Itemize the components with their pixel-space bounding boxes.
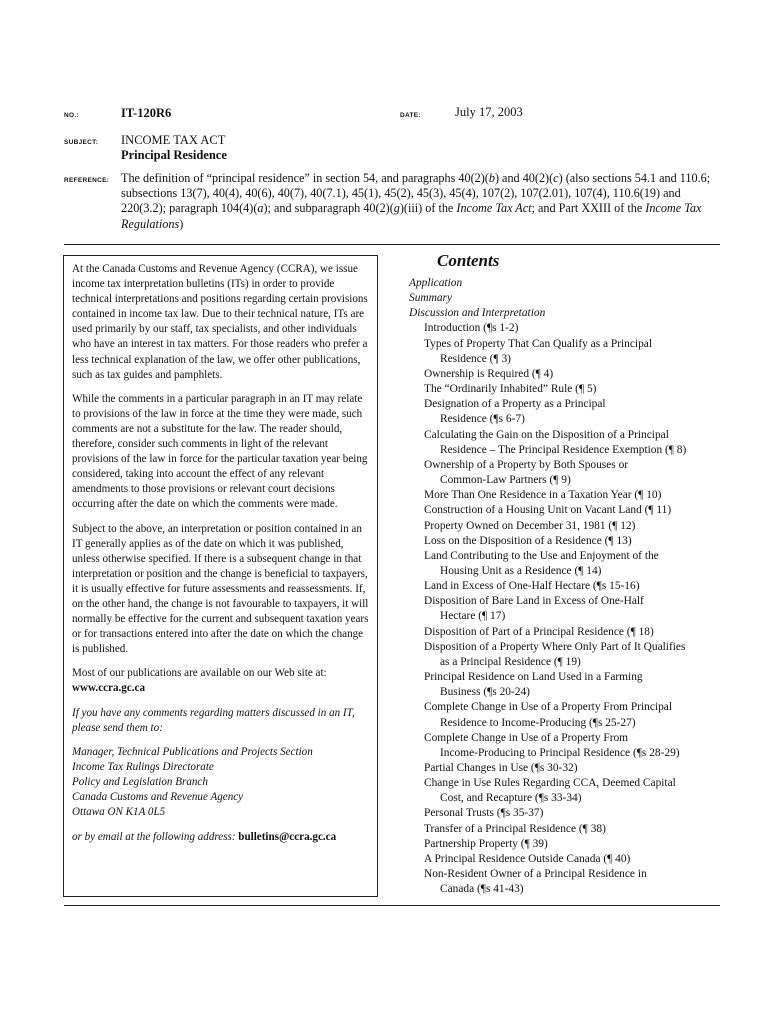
intro-paragraph-4: Most of our publications are available on our Web site at: www.ccra.gc.ca (72, 667, 327, 695)
intro-paragraph-3: Subject to the above, an interpretation or position contained in an IT generally applies as of the date on which it was published, unless otherwise specified. If there is a subsequent change in that interpretation or position and the change is beneficial to taxpayers, it is usually effective for future assessments and reassessments. If, on the other hand, the change is not favourable to taxpayers, it will normally be effective for the current and subsequent taxation years or for transactions entered into after the date on which the change is published. (72, 522, 369, 656)
toc-item[interactable] (409, 776, 714, 806)
toc-item[interactable] (409, 367, 714, 382)
toc-item-label: Introduction (¶s 1-2) (424, 322, 519, 335)
toc-item[interactable] (409, 458, 714, 488)
toc-item[interactable] (409, 700, 714, 730)
toc-item-label-continued: Hectare (¶ 17) (440, 610, 506, 623)
bulletin-number: IT-120R6 (121, 106, 172, 120)
toc-item-label: A Principal Residence Outside Canada (¶ 40) (424, 852, 631, 865)
toc-item[interactable] (409, 534, 714, 549)
top-divider (64, 244, 720, 245)
toc-item[interactable] (409, 852, 714, 867)
toc-item-label-continued: as a Principal Residence (¶ 19) (440, 655, 581, 668)
toc-item[interactable] (409, 640, 714, 670)
reference-label: REFERENCE: (64, 177, 110, 184)
toc-item-label-continued: Residence – The Principal Residence Exemption (¶ 8) (440, 443, 687, 456)
comments-prompt: If you have any comments regarding matters discussed in an IT, please send them to: (72, 706, 355, 734)
toc-item-label: More Than One Residence in a Taxation Year (¶ 10) (424, 489, 662, 502)
toc-item[interactable] (409, 382, 714, 397)
toc-item-label: Personal Trusts (¶s 35-37) (424, 807, 544, 820)
toc-item[interactable] (409, 579, 714, 594)
toc-section-application[interactable]: Application (409, 277, 463, 289)
toc-item-label-continued: Cost, and Recapture (¶s 33-34) (440, 792, 582, 805)
toc-item-label-continued: Housing Unit as a Residence (¶ 14) (440, 564, 602, 577)
toc-item-label: Disposition of a Property Where Only Part of It Qualifies (424, 640, 686, 653)
toc-item-label: Ownership of a Property by Both Spouses or (424, 458, 629, 471)
toc-item[interactable] (409, 625, 714, 640)
subject-line-2: Principal Residence (121, 148, 227, 162)
toc-item-label: Transfer of a Principal Residence (¶ 38) (424, 822, 606, 835)
toc-item-label: Partial Changes in Use (¶s 30-32) (424, 762, 578, 774)
toc-item-label: Complete Change in Use of a Property From Principal (424, 701, 673, 714)
toc-item[interactable] (409, 670, 714, 700)
email-link[interactable]: bulletins@ccra.gc.ca (238, 831, 337, 844)
toc-item[interactable] (409, 822, 714, 837)
toc-item-label-continued: Common-Law Partners (¶ 9) (440, 474, 571, 487)
toc-item[interactable] (409, 867, 714, 897)
website-link[interactable]: www.ccra.gc.ca (72, 682, 146, 695)
toc-item[interactable] (409, 337, 714, 367)
toc-item-label: Calculating the Gain on the Disposition of a Principal (424, 428, 669, 441)
contents-title: Contents (437, 251, 500, 270)
subject-line-1: INCOME TAX ACT (121, 133, 226, 147)
email-line: or by email at the following address: bulletins@ccra.gc.ca (72, 831, 337, 844)
toc-item[interactable] (409, 519, 714, 534)
toc-item-label-continued: Business (¶s 20-24) (440, 686, 530, 699)
toc-item-label: Change in Use Rules Regarding CCA, Deemed Capital (424, 777, 676, 790)
toc-item-label: Partnership Property (¶ 39) (424, 837, 548, 850)
mailing-address: Manager, Technical Publications and Projects Section Income Tax Rulings Directorate Policy and Legislation Branch Canada Customs and Revenue Agency Ottawa ON K1A 0L5 (72, 745, 313, 819)
toc-item-label: Designation of a Property as a Principal (424, 398, 606, 411)
intro-paragraph-2: While the comments in a particular paragraph in an IT may relate to provisions of the law in force at the time they were made, such comments are not a substitute for the law. The reader should, therefore, consider such comments in light of the relevant provisions of the law in force for the particular taxation year being considered, taking into account the effect of any relevant amendments to those provisions or relevant court decisions occurring after the date on which the comments were made. (72, 392, 368, 511)
toc-item-label: Construction of a Housing Unit on Vacant Land (¶ 11) (424, 504, 672, 517)
toc-section-discussion[interactable]: Discussion and Interpretation (409, 307, 546, 320)
toc-item[interactable] (409, 594, 714, 624)
toc-item[interactable] (409, 731, 714, 761)
table-of-contents (409, 276, 714, 897)
toc-item-label: Disposition of Part of a Principal Residence (¶ 18) (424, 625, 654, 638)
toc-item-label: Loss on the Disposition of a Residence (¶ 13) (424, 534, 632, 547)
toc-item[interactable] (409, 761, 714, 776)
toc-item-label-continued: Residence (¶ 3) (440, 352, 511, 365)
reference-text: The definition of “principal residence” in section 54, and paragraphs 40(2)(b) and 40(2)(c) (also sections 54.1 and 110.6; subsections 13(7), 40(4), 40(6), 40(7), 40(7.1), 45(1), 45(2), 45(3), 45(4), 107(2), 107(2.01), 107(4), 110.6(19) and 220(3.2); paragraph 104(4)(a); and subparagraph 40(2)(g)(iii) of the Income Tax Act; and Part XXIII of the Income Tax Regulations) (121, 171, 711, 231)
toc-item-label: Land Contributing to the Use and Enjoyment of the (424, 549, 659, 562)
toc-item-label: Types of Property That Can Qualify as a Principal (424, 337, 653, 350)
toc-item[interactable] (409, 397, 714, 427)
intro-paragraph-1: At the Canada Customs and Revenue Agency (CCRA), we issue income tax interpretation bulletins (ITs) in order to provide technical interpretations and positions regarding certain provisions contained in income tax law. Due to their technical nature, ITs are used primarily by our staff, tax specialists, and other individuals who have an interest in tax matters. For those readers who prefer a less technical explanation of the law, we offer other publications, such as tax guides and pamphlets. (72, 263, 368, 381)
toc-section-summary[interactable]: Summary (409, 292, 453, 305)
toc-item-label: Land in Excess of One-Half Hectare (¶s 15-16) (424, 580, 640, 593)
toc-item-label: Property Owned on December 31, 1981 (¶ 12) (424, 519, 636, 532)
toc-item-label: Complete Change in Use of a Property From (424, 731, 629, 744)
toc-item[interactable] (409, 428, 714, 458)
toc-item-label-continued: Residence to Income-Producing (¶s 25-27) (440, 716, 636, 729)
date-label: DATE: (400, 112, 421, 119)
intro-notice-box (63, 255, 378, 897)
toc-item[interactable] (409, 806, 714, 821)
toc-item[interactable] (409, 549, 714, 579)
toc-item-label-continued: Canada (¶s 41-43) (440, 883, 524, 896)
subject-label: SUBJECT: (64, 139, 99, 146)
toc-item[interactable] (409, 503, 714, 518)
toc-item-label: Disposition of Bare Land in Excess of One-Half (424, 595, 644, 608)
number-label: NO.: (64, 112, 79, 119)
bulletin-date: July 17, 2003 (455, 105, 523, 119)
toc-item[interactable] (409, 837, 714, 852)
toc-item-label: Non-Resident Owner of a Principal Residence in (424, 868, 647, 881)
bottom-divider (64, 905, 720, 906)
toc-item-label-continued: Residence (¶s 6-7) (440, 413, 525, 426)
toc-item-label-continued: Income-Producing to Principal Residence (¶s 28-29) (440, 746, 680, 759)
toc-item-label: Ownership is Required (¶ 4) (424, 367, 554, 380)
toc-item[interactable] (409, 321, 714, 336)
toc-item-label: Principal Residence on Land Used in a Farming (424, 671, 643, 684)
toc-item-label: The “Ordinarily Inhabited” Rule (¶ 5) (424, 383, 597, 396)
toc-item[interactable] (409, 488, 714, 503)
